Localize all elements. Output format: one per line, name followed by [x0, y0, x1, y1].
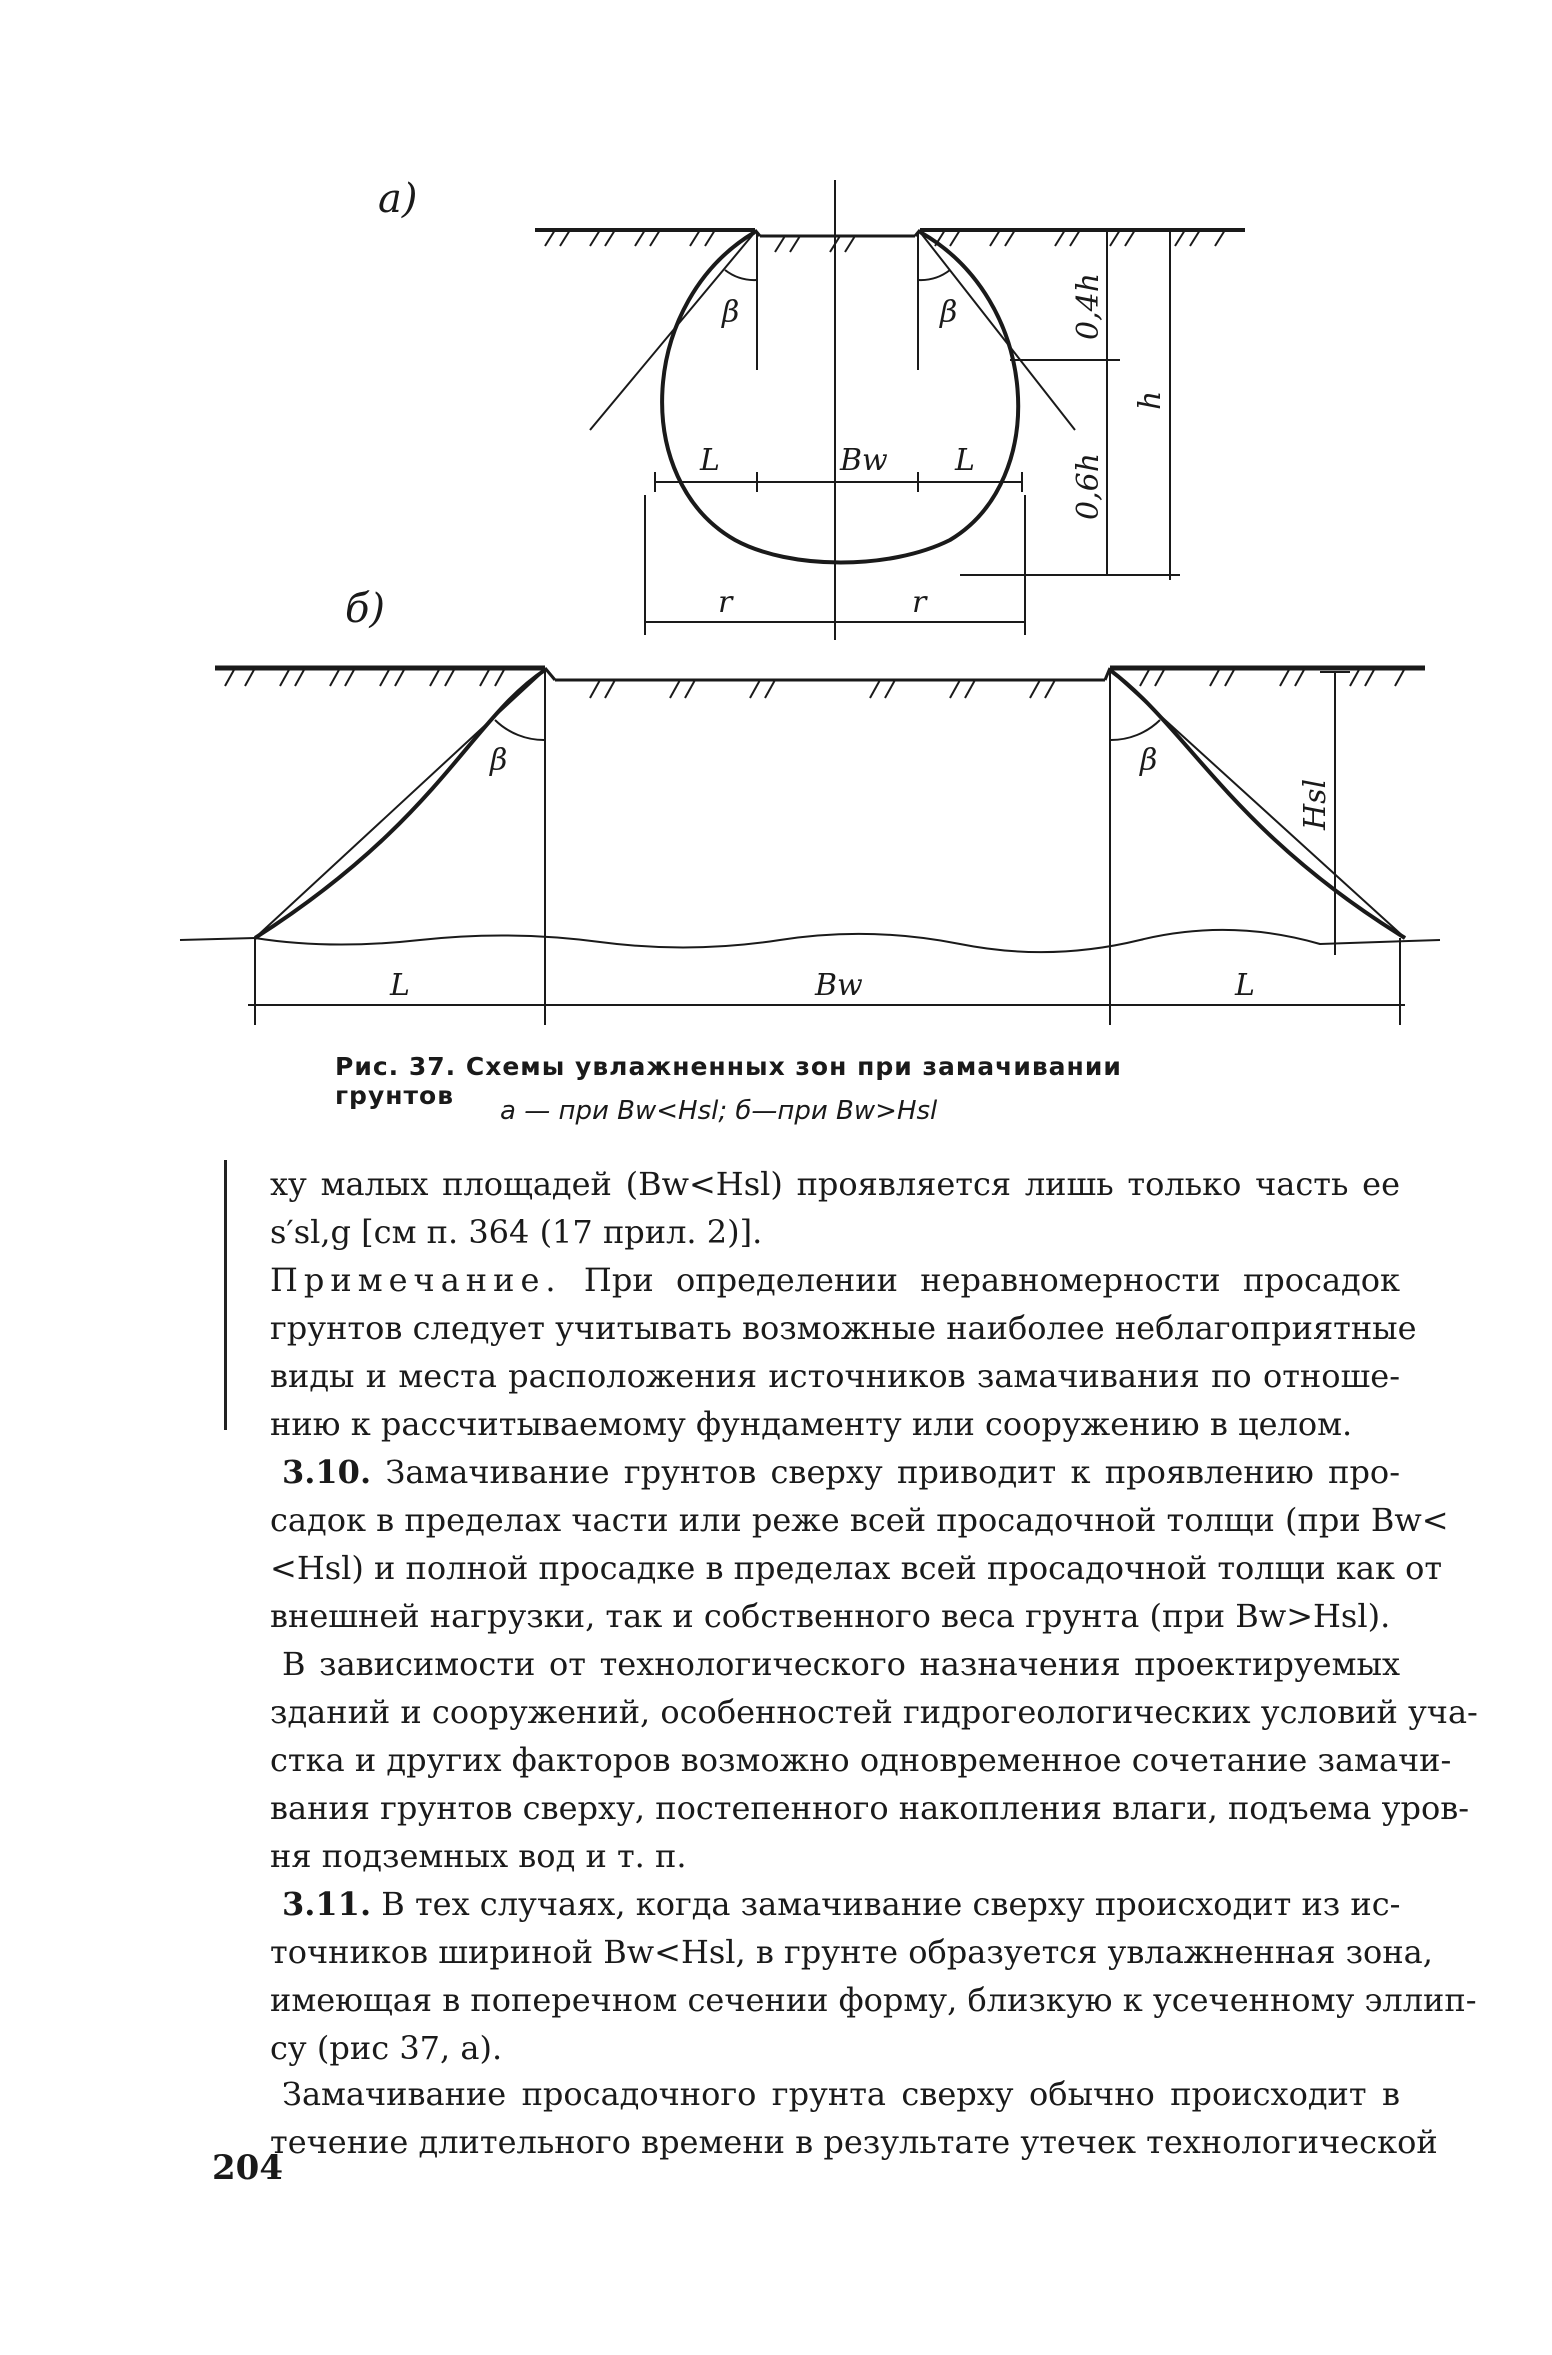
note-first-text: При определении неравномерности просадок [583, 1261, 1401, 1299]
moist-zone-ellipse [662, 232, 1018, 563]
paragraph-3-11 [270, 1880, 1477, 2072]
text-line: виды и места расположения источников замачивания по отноше- [270, 1357, 1400, 1395]
text-line: внешней нагрузки, так и собственного веса грунта (при Bw>Hsl). [270, 1597, 1391, 1635]
beta-line-right-b [1110, 670, 1405, 938]
ground-hatching-a [545, 230, 1225, 252]
beta-line-left-a [590, 232, 755, 430]
text-line: В зависимости от технологического назначения проектируемых [282, 1645, 1400, 1683]
beta-label-right-b: β [1140, 743, 1158, 778]
beta-label-left-a: β [722, 295, 740, 330]
margin-bar [224, 1160, 227, 1430]
text-line: <Hsl) и полной просадке в пределах всей просадочной толщи как от [270, 1549, 1443, 1587]
text-line: течение длительного времени в результате утечек технологической [270, 2123, 1438, 2161]
beta-label-left-b: β [490, 743, 508, 778]
label-b: б) [345, 586, 386, 632]
paragraph-dependence [270, 1640, 1478, 1880]
p310-first-line [270, 1448, 1400, 1496]
dim-06h-label: 0,6h [1071, 452, 1106, 520]
r-label-right-a: r [912, 585, 927, 620]
beta-arc-left-a [725, 270, 757, 280]
section-number-3-10: 3.10. [282, 1453, 372, 1491]
note-paragraph [270, 1256, 1417, 1448]
p311-first-text: В тех случаях, когда замачивание сверху происходит из ис- [381, 1885, 1401, 1923]
note-label: Примечание. [270, 1261, 562, 1299]
beta-label-right-a: β [940, 295, 958, 330]
bw-label-b: Bw [815, 968, 863, 1003]
text-line: Замачивание просадочного грунта сверху обычно происходит в [282, 2075, 1400, 2113]
beta-line-right-a [920, 232, 1075, 430]
ground-hatching-b [225, 668, 1405, 698]
figure-caption-title: Рис. 37. Схемы увлажненных зон при замачивании грунтов [335, 1052, 1122, 1110]
text-line: су (рис 37, а). [270, 2029, 503, 2067]
text-line: s′sl,g [см п. 364 (17 прил. 2)]. [270, 1213, 763, 1251]
text-line: вания грунтов сверху, постепенного накопления влаги, подъема уров- [270, 1789, 1470, 1827]
dim-04h-label: 0,4h [1071, 272, 1106, 340]
text-line: нию к рассчитываемому фундаменту или сооружению в целом. [270, 1405, 1353, 1443]
beta-line-left-b [255, 670, 545, 938]
figure-37-drawing [0, 0, 1552, 1030]
beta-arc-right-a [918, 270, 950, 280]
l-label-right-b: L [1235, 968, 1255, 1003]
r-label-left-a: r [718, 585, 733, 620]
paragraph-continuation [270, 1160, 1400, 1256]
bw-label-a: Bw [840, 443, 888, 478]
paragraph-3-10 [270, 1448, 1449, 1640]
text-line: имеющая в поперечном сечении форму, близкую к усеченному эллип- [270, 1981, 1477, 2019]
text-line: грунтов следует учитывать возможные наиболее неблагоприятные [270, 1309, 1417, 1347]
beta-arc-left-b [495, 720, 545, 740]
text-line: ху малых площадей (Bw<Hsl) проявляется лишь только часть ее [270, 1165, 1400, 1203]
dim-h-label: h [1133, 390, 1168, 410]
text-line: зданий и сооружений, особенностей гидрогеологических условий уча- [270, 1693, 1478, 1731]
figure-37 [0, 0, 1552, 1030]
hsl-label: Hsl [1298, 778, 1333, 830]
beta-arc-right-b [1110, 720, 1160, 740]
paragraph-last [270, 2070, 1438, 2166]
label-a: а) [378, 176, 418, 222]
l-label-left-b: L [390, 968, 410, 1003]
text-line: стка и других факторов возможно одновременное сочетание замачи- [270, 1741, 1452, 1779]
p310-first-text: Замачивание грунтов сверху приводит к проявлению про- [385, 1453, 1401, 1491]
l-label-left-a: L [700, 443, 720, 478]
p311-first-line [270, 1880, 1400, 1928]
text-line: ня подземных вод и т. п. [270, 1837, 687, 1875]
note-first-line [270, 1256, 1400, 1304]
text-line: точников шириной Bw<Hsl, в грунте образуется увлажненная зона, [270, 1933, 1433, 1971]
groundwater-line [180, 930, 1440, 952]
section-number-3-11: 3.11. [282, 1885, 372, 1923]
figure-caption-subtitle: а — при Bw<Hsl; б—при Bw>Hsl [500, 1096, 938, 1126]
text-line: садок в пределах части или реже всей просадочной толщи (при Bw< [270, 1501, 1449, 1539]
page-number: 204 [212, 2148, 283, 2188]
l-label-right-a: L [955, 443, 975, 478]
